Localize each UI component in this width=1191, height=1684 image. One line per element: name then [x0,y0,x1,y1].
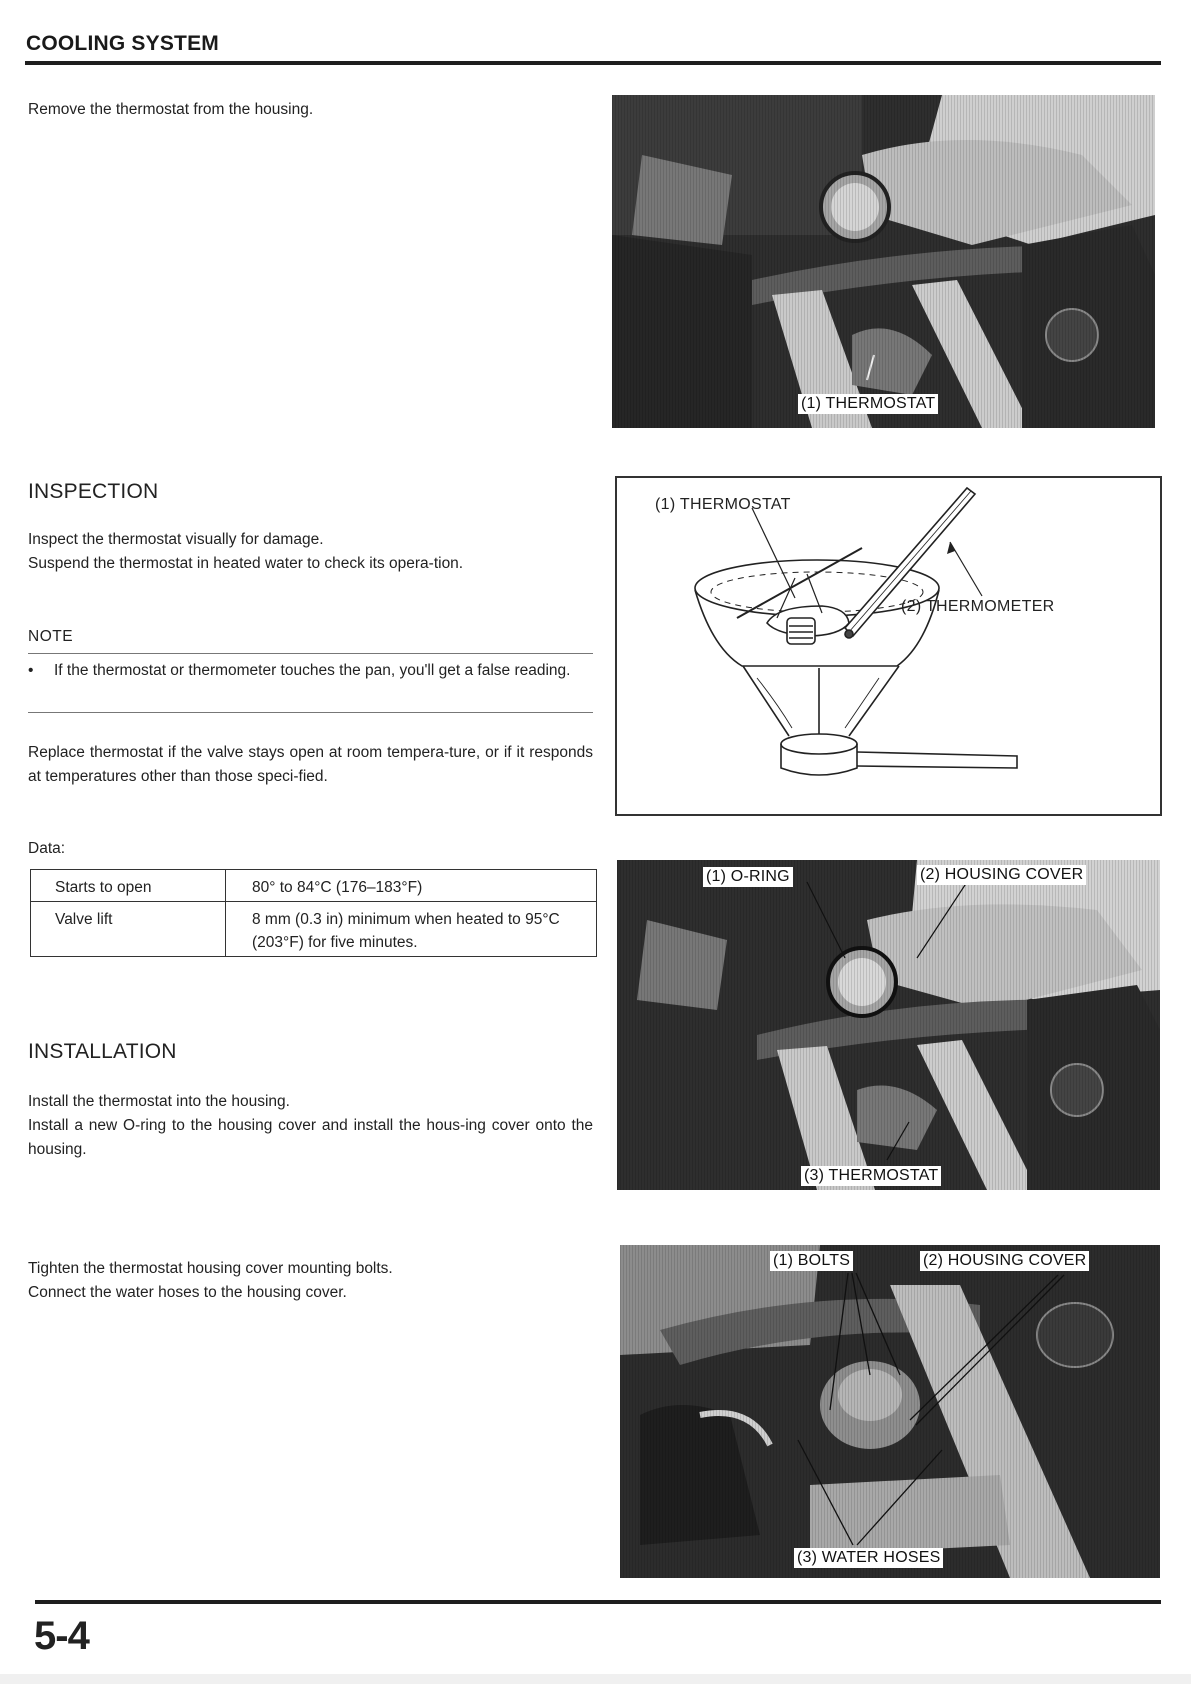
photo-thermostat-removal-image [612,95,1155,428]
data-label: Data: [28,840,66,857]
callout-thermostat: (3) THERMOSTAT [801,1166,941,1186]
note-top-rule [28,653,593,654]
photo-oring-installation [617,860,1160,1190]
label-thermostat: (1) THERMOSTAT [655,496,791,513]
callout-o-ring: (1) O-RING [703,867,793,887]
tighten-instruction: Tighten the thermostat housing cover mounting bolts. [28,1260,393,1277]
note-bottom-rule [28,712,593,713]
diagram-thermostat-test-drawing [617,478,1160,814]
photo-housing-cover-bolts [620,1245,1160,1578]
table-cell-item: Valve lift [31,902,226,957]
callout-water-hoses: (3) WATER HOSES [794,1548,943,1568]
installation-paragraph-2: Install a new O-ring to the housing cover and install the hous-ing cover onto the housing. [28,1117,593,1158]
note-text: If the thermostat or thermometer touches the pan, you'll get a false reading. [54,662,571,679]
photo-thermostat-removal [612,95,1155,428]
callout-housing-cover: (2) HOUSING COVER [920,1251,1089,1271]
label-thermometer: (2) THERMOMETER [901,598,1055,615]
inspection-paragraph-2: Suspend the thermostat in heated water to check its opera-tion. [28,555,464,572]
inspection-heading: INSPECTION [28,480,159,503]
removal-instruction: Remove the thermostat from the housing. [28,101,314,118]
section-title: COOLING SYSTEM [26,32,219,55]
table-cell-value: 8 mm (0.3 in) minimum when heated to 95°C (203°F) for five minutes. [226,902,597,957]
inspection-paragraph-1: Inspect the thermostat visually for damage. [28,531,324,548]
diagram-thermostat-test [615,476,1162,816]
replace-instruction: Replace thermostat if the valve stays open at room tempera-ture, or if it responds at temperatures other than those speci-fied. [28,744,593,785]
header-rule [25,61,1161,65]
note-bullet: • [28,662,34,679]
table-cell-item: Starts to open [31,870,226,902]
page-number: 5-4 [34,1614,89,1658]
spec-table [30,869,597,957]
photo-housing-cover-bolts-image [620,1245,1160,1578]
table-cell-value: 80° to 84°C (176–183°F) [226,870,597,902]
callout-thermostat: (1) THERMOSTAT [798,394,938,414]
note-label: NOTE [28,628,74,645]
connect-hoses-instruction: Connect the water hoses to the housing cover. [28,1284,347,1301]
installation-paragraph-1: Install the thermostat into the housing. [28,1093,290,1110]
table-row [31,870,597,902]
callout-bolts: (1) BOLTS [770,1251,853,1271]
installation-heading: INSTALLATION [28,1040,177,1063]
callout-housing-cover: (2) HOUSING COVER [917,865,1086,885]
table-row [31,902,597,957]
photo-oring-installation-image [617,860,1160,1190]
footer-rule [35,1600,1161,1604]
scan-edge [0,1674,1191,1684]
note-item [28,659,593,683]
